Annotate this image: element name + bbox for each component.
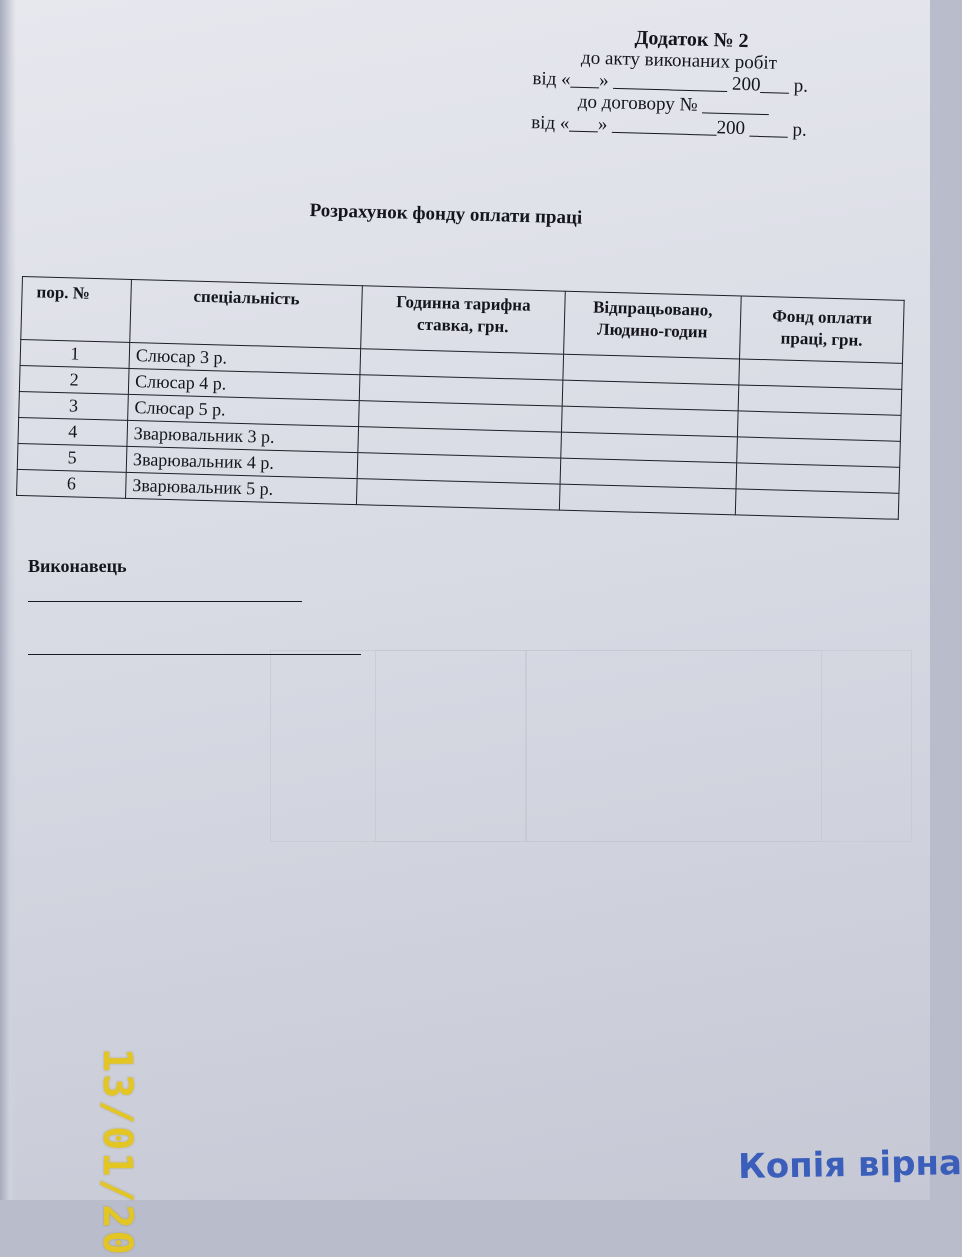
signature-line xyxy=(28,654,361,655)
appendix-contract-date-line: від «___» ___________200 ____ р. xyxy=(530,112,808,141)
row-specialty: Слюсар 4 р. xyxy=(128,368,360,400)
document-title: Розрахунок фонду оплати праці xyxy=(309,200,583,229)
row-specialty: Зварювальник 5 р. xyxy=(126,472,358,504)
row-rate-cell xyxy=(356,479,560,510)
header-hours-worked: Відпрацьовано, Людино-годин xyxy=(564,291,742,359)
header-specialty: спеціальність xyxy=(130,279,363,348)
row-number: 2 xyxy=(19,365,129,394)
signature-line xyxy=(28,601,302,602)
appendix-act-date-line: від «___» ____________ 200___ р. xyxy=(532,68,809,97)
row-number: 5 xyxy=(17,443,127,472)
row-specialty: Зварювальник 4 р. xyxy=(126,446,358,478)
row-specialty: Слюсар 5 р. xyxy=(128,394,360,426)
row-number: 4 xyxy=(18,417,128,446)
row-number: 6 xyxy=(17,469,127,498)
appendix-contract-line: до договору № _______ xyxy=(577,91,770,118)
appendix-header xyxy=(527,24,860,143)
row-fund-cell xyxy=(735,489,899,519)
header-payroll-fund: Фонд оплати праці, грн. xyxy=(740,296,905,363)
appendix-act-line: до акту виконаних робіт xyxy=(580,47,778,74)
row-hours-cell xyxy=(559,484,736,515)
appendix-title: Додаток № 2 xyxy=(634,26,749,53)
camera-date-stamp: 13/01/20 xyxy=(94,1048,140,1257)
payroll-table-wrap xyxy=(16,276,905,520)
row-specialty: Зварювальник 3 р. xyxy=(127,420,359,452)
page-binding-edge xyxy=(0,0,16,1200)
row-number: 1 xyxy=(20,339,130,368)
performer-label: Виконавець xyxy=(28,556,127,576)
show-through-column xyxy=(525,650,822,842)
header-hourly-rate: Годинна тарифна ставка, грн. xyxy=(361,286,566,354)
show-through-column xyxy=(375,650,527,842)
row-specialty: Слюсар 3 р. xyxy=(129,342,361,374)
payroll-table xyxy=(16,276,905,520)
row-number: 3 xyxy=(19,391,129,420)
certified-copy-stamp: Копія вірна xyxy=(737,1143,962,1187)
header-number: пор. № xyxy=(21,277,132,343)
